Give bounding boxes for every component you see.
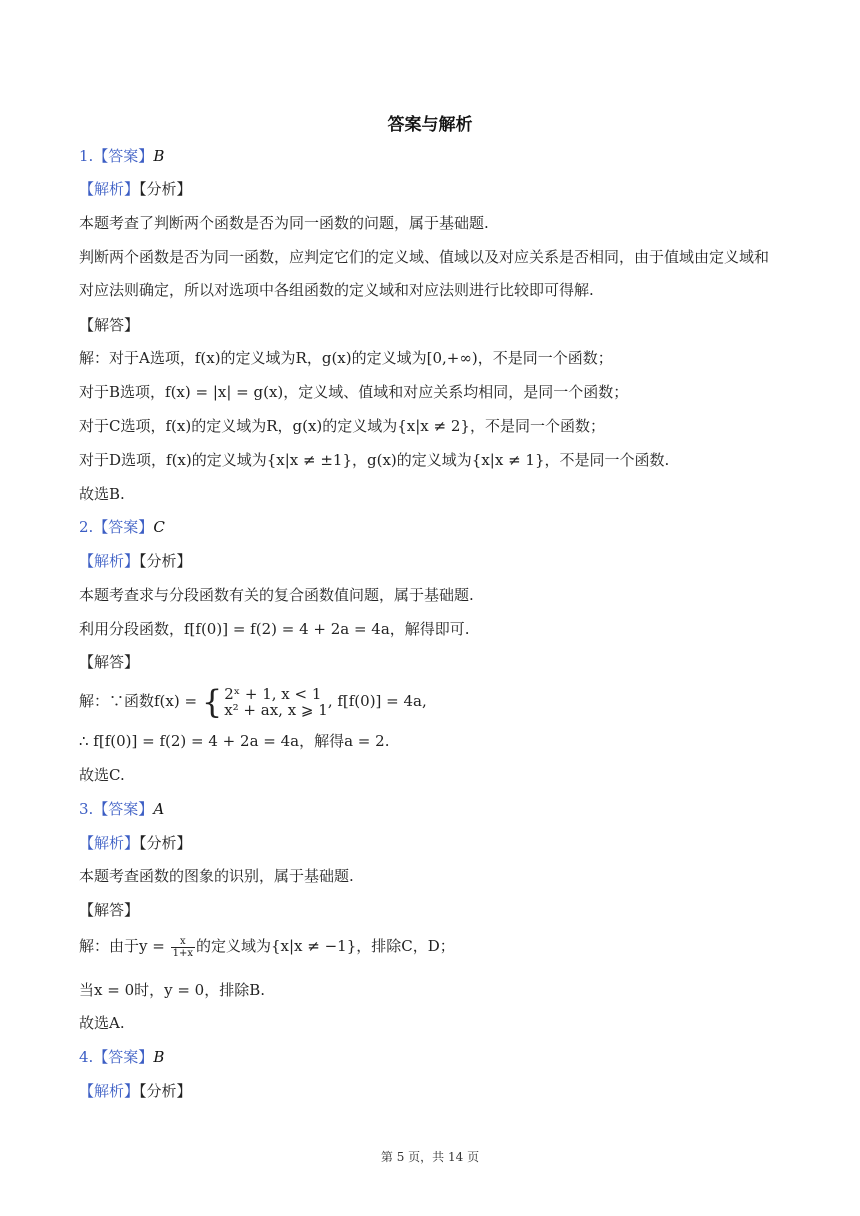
q3-solution-1-suffix: 的定义域为{x|x ≠ −1}，排除C，D；	[195, 937, 455, 955]
fraction-denominator: 1+x	[172, 947, 193, 959]
q3-fenxi-tag: 【分析】	[139, 834, 192, 852]
fraction	[171, 936, 195, 959]
q3-answer-prefix: 3.【答案】	[79, 800, 154, 818]
q3-answer	[79, 798, 780, 820]
q1-conclusion: 故选B.	[79, 485, 125, 503]
q1-analysis-heading	[79, 178, 780, 200]
q1-solution-2: 对于B选项，f(x) = |x| = g(x)，定义域、值域和对应关系均相同，是同一个函数；	[79, 383, 629, 401]
piecewise-top: 2ˣ + 1, x < 1	[224, 685, 322, 703]
q1-answer-prefix: 1.【答案】	[79, 147, 154, 165]
q2-solution-2: ∴ f[f(0)] = f(2) = 4 + 2a = 4a，解得a = 2.	[79, 732, 390, 750]
piecewise-function	[224, 686, 328, 718]
q2-conclusion: 故选C.	[79, 766, 125, 784]
q2-paragraph-2: 利用分段函数，f[f(0)] = f(2) = 4 + 2a = 4a，解得即可.	[79, 620, 470, 638]
q2-fenxi-tag: 【分析】	[139, 552, 192, 570]
q4-analysis-tag: 【解析】	[79, 1082, 140, 1100]
q3-conclusion: 故选A.	[79, 1014, 125, 1032]
page-title: 答案与解析	[387, 115, 473, 135]
q2-answer-letter: C	[153, 518, 165, 536]
fraction-numerator: x	[171, 936, 195, 948]
q1-solution-1: 解：对于A选项，f(x)的定义域为R，g(x)的定义域为[0,+∞)，不是同一个函数；	[79, 349, 613, 367]
q1-solution-4: 对于D选项，f(x)的定义域为{x|x ≠ ±1}，g(x)的定义域为{x|x ≠ 1}，不是同一个函数.	[79, 451, 670, 469]
q3-answer-letter: A	[153, 800, 165, 818]
q3-solve-tag: 【解答】	[79, 901, 140, 919]
q1-answer-letter: B	[153, 147, 165, 165]
q1-paragraph-1: 本题考查了判断两个函数是否为同一函数的问题，属于基础题.	[79, 214, 489, 232]
q1-analysis-tag: 【解析】	[79, 180, 140, 198]
q1-paragraph-2: 判断两个函数是否为同一函数，应判定它们的定义域、值域以及对应关系是否相同，由于值域由定义域和	[79, 248, 770, 266]
q3-analysis-tag: 【解析】	[79, 834, 140, 852]
q3-solution-1	[79, 931, 780, 961]
q3-analysis-heading	[79, 832, 780, 854]
q3-solution-2: 当x = 0时，y = 0，排除B.	[79, 981, 266, 999]
q4-answer-prefix: 4.【答案】	[79, 1048, 154, 1066]
q1-solve-tag: 【解答】	[79, 316, 140, 334]
q3-solution-1-prefix: 解：由于y =	[79, 937, 170, 955]
q4-answer	[79, 1046, 780, 1068]
piecewise-bottom: x² + ax, x ⩾ 1	[224, 701, 328, 719]
q1-answer	[79, 145, 780, 167]
q2-analysis-tag: 【解析】	[79, 552, 140, 570]
q4-fenxi-tag: 【分析】	[139, 1082, 192, 1100]
page-footer: 第 5 页，共 14 页	[380, 1150, 480, 1164]
q4-answer-letter: B	[153, 1048, 165, 1066]
q3-paragraph-1: 本题考查函数的图象的识别，属于基础题.	[79, 867, 354, 885]
q4-analysis-heading	[79, 1080, 780, 1102]
q1-fenxi-tag: 【分析】	[139, 180, 192, 198]
q2-paragraph-1: 本题考查求与分段函数有关的复合函数值问题，属于基础题.	[79, 586, 474, 604]
q2-answer	[79, 516, 780, 538]
q2-answer-prefix: 2.【答案】	[79, 518, 154, 536]
q2-solution-1	[79, 683, 780, 719]
q2-solution-1-suffix: , f[f(0)] = 4a,	[327, 692, 427, 710]
q2-solution-1-prefix: 解：∵函数f(x) =	[79, 692, 202, 710]
q2-solve-tag: 【解答】	[79, 653, 140, 671]
q2-analysis-heading	[79, 550, 780, 572]
q1-solution-3: 对于C选项，f(x)的定义域为R，g(x)的定义域为{x|x ≠ 2}，不是同一个函数；	[79, 417, 605, 435]
q1-paragraph-3: 对应法则确定，所以对选项中各组函数的定义域和对应法则进行比较即可得解.	[79, 281, 594, 299]
piecewise-brace: {	[201, 683, 223, 721]
